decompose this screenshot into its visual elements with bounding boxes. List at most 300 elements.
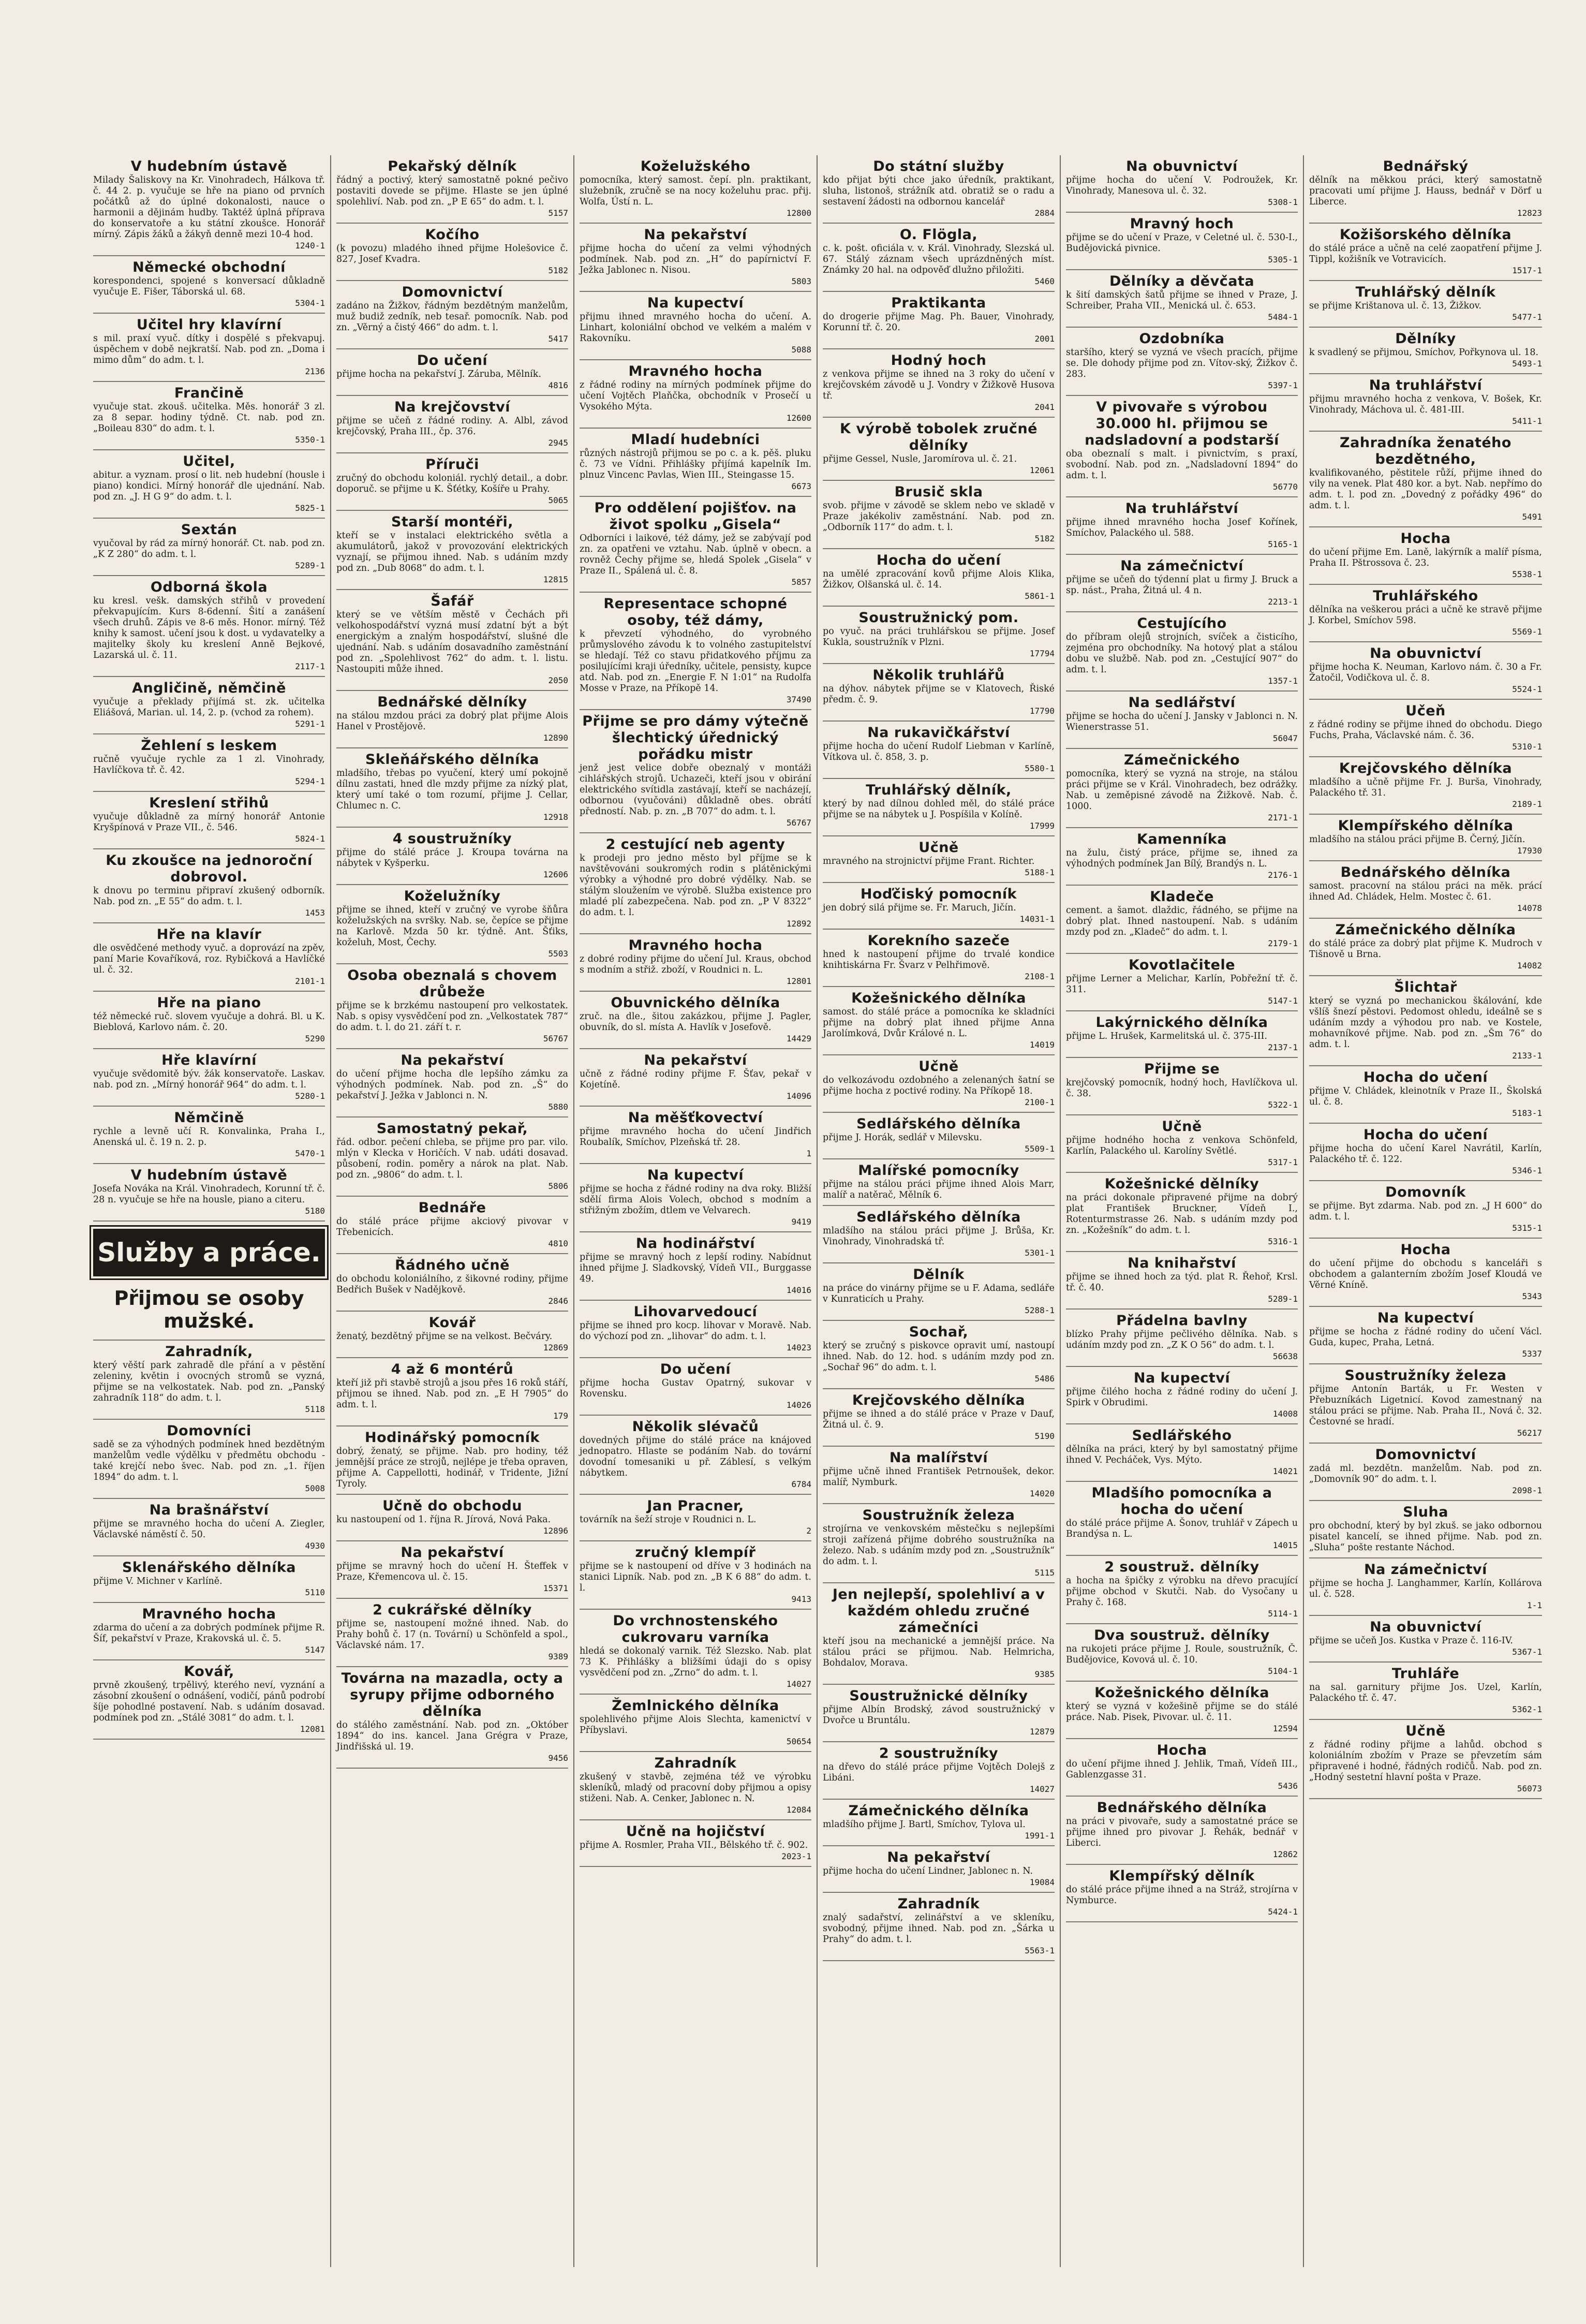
ad-heading: Na kupectví	[647, 295, 744, 311]
classified-ad	[580, 1495, 811, 1541]
classified-ad	[336, 1541, 568, 1599]
ad-heading: Přádelna bavlny	[1116, 1313, 1248, 1329]
classified-ad	[1066, 749, 1298, 828]
ad-heading: Domovnictví	[402, 284, 503, 300]
ad-body: Odborníci i laikové, též dámy, jež se zabývají pod zn. za opatřeni ve vztahu. Nab. úplně v obecn. a rovněž Čechy přijme se, hledá Spolek „Gisela“ v Praze II., Spálená ul. č. 8.	[580, 533, 811, 576]
ad-heading: Několik slévačů	[632, 1419, 759, 1435]
classified-ad	[1066, 270, 1298, 328]
classified-ad	[93, 734, 325, 792]
classified-ad	[1066, 1252, 1298, 1310]
ad-heading: Zámečnického	[1123, 752, 1240, 768]
ad-heading: Jen nejlepší, spolehliví a v každém ohledu zručné zámečníci	[832, 1586, 1045, 1636]
classified-ad	[823, 292, 1055, 349]
ad-body: továrník na šeží stroje v Roudnici n. L.	[580, 1514, 757, 1525]
ad-body: přijme Lerner a Melichar, Karlín, Pobřežní tř. č. 311.	[1066, 974, 1298, 995]
ad-body: přijme se hocha do učení J. Jansky v Jablonci n. N. Wienerstrasse 51.	[1066, 711, 1298, 732]
ad-heading: Bednářský	[1383, 158, 1469, 174]
ad-code: 5343	[1522, 1291, 1542, 1301]
ad-body: z řádné rodiny se přijme ihned do obchodu. Diego Fuchs, Praha, Václavské nám. č. 36.	[1309, 719, 1542, 741]
ad-body: ku nastoupení od 1. října R. Jírová, Nová Paka.	[336, 1514, 551, 1525]
ad-body: přijme hocha do učení Karel Navrátil, Karlín, Palackého tř. č. 122.	[1309, 1143, 1542, 1165]
classified-ad	[823, 836, 1055, 883]
ad-heading: Na měšťkovectví	[628, 1110, 763, 1126]
ad-body: přijme hocha K. Neuman, Karlovo nám. č. 30 a Fr. Žatočil, Vodičkova ul. č. 8.	[1309, 662, 1542, 683]
classified-ad	[336, 349, 568, 396]
classified-ad	[1309, 1364, 1542, 1444]
ad-code: 4816	[548, 380, 568, 390]
ad-body: vyučoval by rád za mírný honorář. Ct. nab. pod zn. „K Z 280“ do adm. t. l.	[93, 538, 325, 560]
classified-ad	[580, 155, 811, 224]
classified-ad	[93, 677, 325, 734]
ad-code: 2171-1	[1268, 813, 1298, 822]
ad-heading: Sochař,	[909, 1324, 969, 1340]
ad-code: 12823	[1517, 208, 1542, 218]
ad-body: přijme hocha do učení za velmi výhodných podmínek. Nab. pod zn. „H“ do papírnictví F. Ježka Jablonec n. Nisou.	[580, 243, 811, 275]
ad-heading: Učitel,	[183, 453, 235, 469]
ad-heading: Odborná škola	[150, 579, 268, 595]
ad-heading: Na pekařství	[887, 1849, 990, 1865]
ad-code: 5188-1	[1025, 867, 1055, 877]
classified-ad	[823, 1742, 1055, 1800]
ad-heading: Cestujícího	[1137, 615, 1227, 631]
ad-body: přijme se hocha z řádné rodiny na dva roky. Bližší sdělí firma Alois Volech, obchod s modním a střižným zbožím, dtlem ve Velvarech.	[580, 1184, 811, 1216]
ad-code: 12815	[543, 575, 568, 584]
ad-body: dělníka na veškerou práci a učně ke stravě přijme J. Korbel, Smíchov 598.	[1309, 605, 1542, 626]
ad-heading: Kladeče	[1150, 889, 1214, 905]
ad-code: 14027	[786, 1679, 811, 1689]
ad-body: do stálého zaměstnání. Nab. pod zn. „Október 1894“ do ins. kancel. Jana Grégra v Praze, Jindřišská ul. 19.	[336, 1720, 568, 1752]
classified-ad	[1066, 1115, 1298, 1173]
ad-body: přijme mravného hocha do učení Jindřich Roubalík, Smíchov, Plzeňská tř. 28.	[580, 1126, 811, 1148]
classified-ad	[1309, 1307, 1542, 1364]
ad-code: 5417	[548, 334, 568, 344]
ad-body: kvalifikovaného, pěstitele růží, přijme ihned do vily na venek. Plat 480 kor. a byt. Nab. nepřímo do adm. t. l. pod zn. „Dovedný z pořádky 496“ do adm. t. l.	[1309, 468, 1543, 511]
classified-ad	[93, 576, 325, 677]
ad-body: na práci v pivovaře, sudy a samostatné práce se přijme ihned pro pivovar J. Řehák, bednář v Liberci.	[1066, 1816, 1298, 1848]
classified-ad	[93, 1556, 325, 1603]
classified-ad	[1309, 1663, 1542, 1720]
ad-heading: Zahradník,	[165, 1344, 253, 1360]
ad-code: 56217	[1517, 1428, 1542, 1438]
ad-heading: Jan Pracner,	[647, 1498, 744, 1514]
ad-heading: Do vrchnostenského cukrovaru varníka	[613, 1613, 778, 1645]
ad-code: 5825-1	[295, 503, 325, 513]
ad-code: 12879	[1029, 1727, 1055, 1737]
ad-heading: Dělníky	[1395, 331, 1456, 347]
ad-code: 5008	[305, 1483, 325, 1493]
ad-code: 12890	[543, 733, 568, 743]
ad-heading: Malířské pomocníky	[858, 1163, 1019, 1179]
ad-code: 5503	[548, 949, 568, 959]
column-4	[818, 155, 1061, 2267]
ad-heading: Na sedlářství	[1128, 695, 1236, 711]
ad-body: na práce do vinárny přijme se u F. Adama, sedláře v Kunraticích u Prahy.	[823, 1283, 1055, 1304]
ad-heading: 2 soustružníky	[879, 1745, 999, 1761]
ad-body: ženatý, bezdětný přijme se na velkost. Bečváry.	[336, 1331, 553, 1342]
ad-body: jenž jest velice dobře obeznalý v montáži cihlářských strojů. Uchazeči, kteří jsou v obirání elektrického svítidla zastávají, kteří se nacházejí, odbornou (vyučováni) důkladně obes. obrátí předností. Nab. p. zn. „B 707“ do adm. t. l.	[580, 763, 811, 817]
ad-code: 2179-1	[1268, 938, 1298, 948]
ad-body: do stálé práce přijme ihned a na Stráž, strojírna v Nymburce.	[1066, 1885, 1298, 1906]
ad-body: vyučuje důkladně za mírný honorář Antonie Kryšpínová v Praze VII., č. 546.	[93, 812, 325, 833]
ad-body: k svadlený se přijmou, Smíchov, Pořkynova ul. 18.	[1309, 347, 1539, 358]
ad-code: 5289-1	[295, 561, 325, 570]
classified-ad	[823, 1159, 1055, 1206]
ad-code: 12594	[1272, 1724, 1298, 1733]
classified-ad	[336, 691, 568, 748]
ad-body: se přijme Krištanova ul. č. 13, Žižkov.	[1309, 301, 1481, 311]
ad-code: 14027	[1029, 1784, 1055, 1794]
ad-heading: Koželužského	[640, 158, 751, 174]
classified-ad	[1309, 1239, 1542, 1307]
classified-ad	[1309, 432, 1542, 527]
classified-ad	[93, 1107, 325, 1164]
ad-body: který se vyzná po mechanickou škálování, kde všlíš šnezí pěstovi. Pedomost ohledu, ideálně se s udáním mzdy a výhodou pro nab. ve Kostele, mohavníkové přijme. Nab. pod zn. „Šm 76“ do adm. t. l.	[1309, 996, 1542, 1050]
ad-heading: Hocha do učení	[876, 552, 1001, 568]
ad-code: 5580-1	[1025, 763, 1055, 773]
ad-heading: Pro oddělení pojišťov. na život spolku „Gisela“	[594, 500, 797, 533]
ad-heading: Hocha do učení	[1363, 1127, 1488, 1143]
ad-code: 5477-1	[1512, 312, 1542, 322]
classified-ad	[93, 256, 325, 314]
ad-code: 12896	[543, 1526, 568, 1536]
classified-ad	[823, 1504, 1055, 1583]
ad-body: přijme se učeň z řádné rodiny. A. Albl, závod krejčovský, Praha III., čp. 376.	[336, 416, 568, 437]
ad-code: 1	[806, 1149, 811, 1158]
ad-heading: Frančině	[174, 385, 244, 401]
ad-code: 9419	[791, 1217, 811, 1227]
ad-code: 17794	[1029, 649, 1055, 658]
ad-code: 2137-1	[1268, 1042, 1298, 1052]
ad-body: s mil. praxí vyuč. dítky i dospělé s překvapuj. úspěchem v době nejkratší. Nab. pod zn. „Doma i mimo dům“ do adm. t. l.	[93, 333, 325, 365]
ad-code: 56767	[786, 818, 811, 828]
classified-ad	[1309, 642, 1542, 700]
ad-heading: Kožešnického dělníka	[851, 990, 1026, 1006]
classified-ad	[1309, 1181, 1542, 1239]
ad-body: po vyuč. na práci truhlářskou se přijme. Josef Kukla, soustružník v Plzni.	[823, 626, 1055, 648]
ad-code: 5424-1	[1268, 1907, 1298, 1917]
ad-heading: zručný klempíř	[635, 1545, 756, 1561]
ad-heading: Hocha	[1400, 1242, 1451, 1258]
ad-code: 9389	[548, 1652, 568, 1661]
classified-ad	[336, 828, 568, 885]
ad-body: na sal. garnitury přijme Jos. Uzel, Karlín, Palackého tř. č. 47.	[1309, 1682, 1542, 1703]
classified-ad	[1066, 1797, 1298, 1865]
ad-heading: Na brašnářství	[149, 1502, 269, 1518]
ad-body: vyučuje a překlady přijímá st. zk. učitelka Eliášová, Marian. ul. 14, 2. p. (vchod za rohem).	[93, 697, 325, 718]
classified-ad	[1066, 396, 1298, 497]
ads-after-banner	[93, 1341, 325, 1740]
ad-body: do stálé práce a učně na celé zaopatření přijme J. Tippl, kožišník ve Votravicích.	[1309, 243, 1542, 264]
classified-ad	[336, 1495, 568, 1541]
ad-body: přijme V. Michner v Karlíně.	[93, 1576, 223, 1586]
ad-heading: Hodný hoch	[891, 352, 987, 369]
ad-code: 2136	[305, 366, 325, 376]
classified-ad	[580, 833, 811, 934]
ad-code: 5304-1	[295, 298, 325, 308]
ad-code: 56638	[1272, 1351, 1298, 1361]
ad-body: přijme se k brzkému nastoupení pro velkostatek. Nab. s opisy vysvědčení pod zn. „Velkostatek 787“ do adm. t. l. do 21. září t. r.	[336, 1001, 568, 1033]
ad-body: na žulu, čistý práce, přijme se, ihned za výhodných podmínek Jan Bílý, Brandýs n. L.	[1066, 848, 1298, 869]
classified-ad	[336, 453, 568, 511]
ad-body: řád. odbor. pečení chleba, se přijme pro par. vilo. mlýn v Klecka v Horičích. V nab. udáti dosavad. působení, rodin. poměry a nárok na plat. Nab. pod zn. „9806“ do adm. t. l.	[336, 1137, 568, 1180]
classified-ad	[1309, 861, 1542, 919]
ad-code: 5806	[548, 1181, 568, 1191]
ad-body: přijme se mravného hocha do učení A. Ziegler, Václavské náměstí č. 50.	[93, 1519, 325, 1540]
classified-ad	[336, 1426, 568, 1495]
ad-code: 2101-1	[295, 976, 325, 986]
classified-ad	[1066, 1310, 1298, 1367]
classified-ad	[1066, 1682, 1298, 1739]
ad-heading: Na rukavičkářství	[867, 725, 1010, 741]
ad-heading: Na pekařství	[644, 227, 747, 243]
column-1	[88, 155, 331, 2267]
ad-code: 5289-1	[1268, 1294, 1298, 1304]
ad-body: zadáno na Žižkov, řádným bezdětným manželům, muž budiž zedník, neb tesař. pomocník. Nab. pod zn. „Věrný a čistý 466“ do adm. t. l.	[336, 301, 568, 333]
ad-heading: Mladí hudebníci	[631, 432, 760, 448]
ad-code: 4930	[305, 1541, 325, 1551]
classified-ad	[336, 1358, 568, 1426]
ad-heading: Přijme se pro dámy výtečně šlechtický úřednický pořádku mistr	[582, 713, 809, 762]
ad-code: 2945	[548, 438, 568, 448]
ad-body: přijme hodného hocha z venkova Schönfeld, Karlín, Palackého ul. Karolíny Světlé.	[1066, 1135, 1298, 1156]
ad-code: 56073	[1517, 1784, 1542, 1793]
ad-body: abitur. a vyznam. prosí o lit. neb hudební (housle i piano) kondici. Mírný honorář dle ujednání. Nab. pod zn. „J. H G 9“ do adm. t. l.	[93, 470, 325, 502]
classified-ad	[1066, 213, 1298, 270]
ad-code: 1453	[305, 908, 325, 918]
ad-code: 5182	[548, 266, 568, 275]
ad-code: 12800	[786, 208, 811, 218]
ad-code: 5305-1	[1268, 255, 1298, 264]
ad-body: mladšího, třebas po vyučení, který umí pokojně dílnu zastati, hned dle mzdy přijme za nízký plat, který umí také o tom rozumí, přijme J. Cellar, Chlumec n. C.	[336, 768, 568, 811]
classified-ad	[93, 1049, 325, 1107]
ad-code: 6673	[791, 481, 811, 491]
classified-ad	[823, 349, 1055, 418]
ad-body: přijme hocha na pekařství J. Záruba, Mělník.	[336, 369, 541, 379]
ad-body: přijme se hocha z řádné rodiny do učení Václ. Guda, kupec, Praha, Letná.	[1309, 1327, 1542, 1348]
classified-ad	[823, 1389, 1055, 1447]
ad-heading: Na zámečnictví	[1120, 558, 1243, 574]
ad-body: do drogerie přijme Mag. Ph. Bauer, Vinohrady, Korunní tř. č. 20.	[823, 312, 1055, 333]
ad-heading: Na malířství	[889, 1450, 988, 1466]
classified-ad	[1309, 1501, 1542, 1558]
ad-body: přijme na stálou práci přijme ihned Alois Marr, malíř a natěrač, Mělník 6.	[823, 1179, 1055, 1200]
classified-ad	[580, 1541, 811, 1610]
ad-body: přijme V. Chládek, kleinotník v Praze II., Školská ul. č. 8.	[1309, 1086, 1542, 1107]
classified-ad	[1066, 828, 1298, 886]
classified-ad	[336, 1312, 568, 1358]
classified-ad	[336, 1599, 568, 1667]
ad-heading: Na hodinářství	[635, 1235, 755, 1252]
ad-body: do učení přijme ihned J. Jehlik, Tmaň, Vídeň III., Gablenzgasse 31.	[1066, 1759, 1298, 1780]
ad-heading: Ku zkoušce na jednoroční dobrovol.	[106, 852, 313, 885]
ad-code: 12869	[543, 1343, 568, 1352]
ad-heading: Hře klavírní	[161, 1052, 257, 1068]
ad-heading: Mravný hoch	[1130, 216, 1234, 232]
column-5	[1061, 155, 1304, 2267]
ad-code: 5190	[1034, 1431, 1055, 1441]
ad-body: který se zručný s piskovce opravit umí, nastoupí ihned. Nab. do 12. hod. s udáním mzdy pod zn. „Sochař 96“ do adm. t. l.	[823, 1341, 1055, 1373]
ad-heading: O. Flögla,	[899, 227, 978, 243]
ad-code: 5470-1	[295, 1149, 325, 1158]
ad-body: samost. do stálé práce a pomocníka ke skladníci přijme na dobrý plat ihned přijme Anna Jarolímková, Dvůr Králové n. L.	[823, 1007, 1055, 1039]
ad-body: mladšího na stálou práci přijme B. Černý, Jičín.	[1309, 834, 1525, 845]
ad-heading: Přijme se	[1144, 1061, 1220, 1077]
ad-body: k převzetí výhodného, do vyrobného průmyslového závodu k to volného zastupitelství se hledají. Též co stavu přidatkového příjmu za posilujícími kraji úředníky, učitele, pensisty, kupce atd. Nab. pod zn. „Energie F. N 1:01“ na Rudolfa Mosse v Praze, na Příkopě 14.	[580, 629, 811, 694]
ad-code: 5316-1	[1268, 1237, 1298, 1246]
ad-body: krejčovský pomocník, hodný hoch, Havlíčkova ul. č. 38.	[1066, 1078, 1298, 1099]
ad-body: na umělé zpracování kovů přijme Alois Klika, Žižkov, Olšanská ul. č. 14.	[823, 569, 1055, 590]
classified-ad	[823, 481, 1055, 549]
ad-body: spolehlivého přijme Alois Slechta, kamenictví v Příbyslavi.	[580, 1714, 811, 1735]
ad-code: 2108-1	[1025, 972, 1055, 981]
ad-body: Milady Šaliskovy na Kr. Vinohradech, Hálkova tř. č. 44 2. p. vyučuje se hře na piano od prvních počátků až do úplné dokonalosti, nauce o harmonii a dějinám hudby. Taktéž úplná příprava do konservatoře a ku státní zkoušce. Honorář mírný. Zápis žáků a žákyň denně mezi 10-4 hod.	[93, 175, 325, 240]
ad-heading: Na pekařství	[644, 1052, 747, 1068]
ad-code: 5367-1	[1512, 1647, 1542, 1657]
ad-body: z venkova přijme se ihned na 3 roky do učení v krejčovském závodě u J. Vondry v Žižkově Husova tř.	[823, 369, 1055, 401]
classified-ad	[1066, 1865, 1298, 1922]
ad-code: 5104-1	[1268, 1666, 1298, 1676]
classified-ad	[823, 1447, 1055, 1504]
ad-heading: Brusič skla	[894, 484, 983, 500]
ad-code: 12892	[786, 919, 811, 929]
ad-body: přijme se ihned hoch za týd. plat R. Řehoř, Krsl. tř. č. 40.	[1066, 1272, 1298, 1293]
classified-ad	[336, 1117, 568, 1197]
classified-ad	[93, 314, 325, 382]
column-3	[574, 155, 818, 2267]
classified-ad	[823, 1321, 1055, 1389]
classified-ad	[823, 1055, 1055, 1113]
ad-body: dle osvědčené methody vyuč. a doprovází na zpěv, paní Marie Kovaříková, roz. Rybičková a Havlíčké ul. č. 32.	[93, 943, 325, 975]
ad-heading: 2 cukrářské dělníky	[373, 1602, 532, 1618]
ad-heading: 4 soustružníky	[392, 831, 512, 847]
ad-code: 5362-1	[1512, 1704, 1542, 1714]
ad-heading: Německé obchodní	[132, 259, 286, 275]
ad-body: jen dobrý silá přijme se. Fr. Maruch, Jičín.	[823, 903, 1016, 913]
ad-body: přijme se ihned pro kocp. lihovar v Moravě. Nab. do výchozí pod zn. „lihovar“ do adm. t. l.	[580, 1320, 811, 1342]
ad-code: 5110	[305, 1587, 325, 1597]
ad-body: kteří se v instalaci elektrického světla a akumulátorů, jakož v provozování elektrických vyznají, se přijmou ihned. Nab. s udáním mzdy pod zn. „Dub 8068“ do adm. t. l.	[336, 531, 568, 573]
classified-ad	[823, 1846, 1055, 1893]
ad-code: 37490	[786, 695, 811, 704]
classified-ad	[93, 1499, 325, 1556]
ad-code: 12600	[786, 413, 811, 423]
ad-body: kdo přijat býti chce jako úředník, praktikant, sluha, listonoš, strážník atd. obratiž se o radu a sestavení žádosti na odbornou kancelář	[823, 175, 1055, 207]
ad-code: 1-1	[1527, 1600, 1542, 1610]
ad-heading: V hudebním ústavě	[130, 1167, 288, 1183]
ad-heading: Učně	[1405, 1723, 1446, 1739]
ad-body: přijme se hocha J. Langhammer, Karlín, Kollárova ul. č. 528.	[1309, 1578, 1542, 1599]
classified-ad	[93, 1603, 325, 1660]
classified-ad	[1066, 692, 1298, 749]
ad-body: mladšího na stálou práci přijme J. Brůša, Kr. Vinohrady, Vinohradská tř.	[823, 1226, 1055, 1247]
ad-heading: Zámečnického dělníka	[848, 1803, 1029, 1819]
classified-ad	[1309, 527, 1542, 585]
classified-ad	[1309, 328, 1542, 374]
classified-ad	[93, 155, 325, 256]
ad-heading: Zahradníka ženatého bezdětného,	[1340, 435, 1511, 467]
ad-body: na dýhov. nábytek přijme se v Klatovech, Řiské předm. č. 9.	[823, 684, 1055, 705]
ad-code: 2133-1	[1512, 1051, 1542, 1061]
ad-body: přijme se ihned a do stálé práce v Praze v Dauf, Žitná ul. č. 9.	[823, 1409, 1055, 1430]
ad-heading: Na truhlářství	[1369, 377, 1483, 393]
ad-code: 5524-1	[1512, 684, 1542, 694]
ad-body: přijme hocha do učení Rudolf Liebman v Karlíně, Vítkova ul. č. 858, 3. p.	[823, 741, 1055, 762]
ad-body: přijme se učeň Jos. Kustka v Praze č. 116-IV.	[1309, 1636, 1513, 1646]
ad-heading: Žemlnického dělníka	[612, 1698, 779, 1714]
ad-heading: Sextán	[181, 522, 238, 538]
ad-code: 19084	[1029, 1877, 1055, 1887]
ad-body: na dřevo do stálé práce přijme Vojtěch Dolejš z Libáni.	[823, 1762, 1055, 1783]
ad-heading: Zahradník	[897, 1896, 980, 1912]
ad-body: do obchodu koloniálního, z šikovné rodiny, přijme Bedřich Bušek v Nadějkově.	[336, 1274, 568, 1295]
ad-code: 14016	[786, 1285, 811, 1295]
classified-ad	[1309, 155, 1542, 224]
classified-ad	[580, 1049, 811, 1107]
ad-body: Josefa Nováka na Král. Vinohradech, Korunní tř. č. 28 n. vyučuje se hře na housle, piano a citeru.	[93, 1184, 325, 1205]
classified-ad	[1066, 886, 1298, 954]
ad-body: vyučuje stat. zkouš. učitelka. Měs. honorář 3 zl. za 8 separ. hodiny týdně. Ct. nab. pod zn. „Boileau 830“ do adm. t. l.	[93, 402, 325, 434]
classified-ad	[1309, 1066, 1542, 1124]
ad-body: přijme Albín Brodský, závod soustružnický v Dvořce u Bruntálu.	[823, 1704, 1055, 1726]
ad-heading: Soustružník železa	[862, 1507, 1015, 1523]
ad-code: 2117-1	[295, 661, 325, 671]
classified-ad	[1309, 224, 1542, 281]
ad-heading: Dva soustruž. dělníky	[1094, 1627, 1270, 1643]
classified-ad	[93, 1164, 325, 1222]
classified-ad	[336, 590, 568, 691]
ad-heading: Ozdobníka	[1139, 331, 1225, 347]
ad-body: svob. přijme v závodě se sklem nebo ve skladě v Praze jakékoliv zaměstnání. Nab. pod zn. „Odborník 117“ do adm. t. l.	[823, 501, 1055, 533]
ad-heading: Kamenníka	[1137, 831, 1227, 847]
ad-heading: Několik truhlářů	[872, 667, 1005, 683]
ad-code: 5880	[548, 1102, 568, 1112]
ad-code: 5180	[305, 1206, 325, 1216]
classified-ad	[580, 992, 811, 1049]
ad-body: přijme hocha do učení V. Podroužek, Kr. Vinohrady, Manesova ul. č. 32.	[1066, 175, 1298, 196]
ad-body: zručný do obchodu koloniál. rychlý detail., a dobr. doporuč. se přijme u K. Šťétky, Košíře u Prahy.	[336, 473, 568, 494]
ad-code: 17999	[1029, 821, 1055, 831]
ad-code: 5484-1	[1268, 312, 1298, 322]
ad-code: 2050	[548, 675, 568, 685]
ad-body: přijme ihned mravného hocha Josef Kořínek, Smíchov, Palackého ul. 588.	[1066, 517, 1298, 538]
ad-body: z dobré rodiny přijme do učení Jul. Kraus, obchod s modním a střiž. zboží, v Roudnici n. L.	[580, 954, 811, 975]
classified-ad	[1066, 1367, 1298, 1424]
ad-body: ku kresl. vešk. damských střihů v provedení překvapujícím. Kurs 8-6denní. Šití a zanášení všech druhů. Zápis ve 8-6 měs. Honor. mírný. Též knihy k samost. učení jsou k dost. u vydavatelky a majitelky školy ku kreslení Anně Bejkové, Lazarská ul. č. 11.	[93, 596, 325, 660]
ad-body: na práci dokonale připravené přijme na dobrý plat František Bruckner, Vídeň I., Rotenturmstrasse 26. Nab. s udáním mzdy pod zn. „Kožešník“ do adm. t. l.	[1066, 1193, 1298, 1235]
ad-heading: Učně na hojičství	[626, 1823, 765, 1840]
ad-body: přijme L. Hrušek, Karmelitská ul. č. 375-III.	[1066, 1031, 1267, 1041]
ad-body: do učení přijme Em. Laně, lakýrník a malíř písma, Praha II. Pštrossova č. 23.	[1309, 547, 1542, 568]
ad-body: též německé ruč. slovem vyučuje a dohrá. Bl. u K. Bieblová, Karlovo nám. č. 20.	[93, 1011, 325, 1033]
classified-ad	[93, 992, 325, 1049]
classified-ad	[580, 593, 811, 710]
ad-body: kteří jsou na mechanické a jemnější práce. Na stálou práci se přijmou. Nab. Helmricha, Bohdalov, Morava.	[823, 1636, 1055, 1668]
column-2	[331, 155, 574, 2267]
ad-code: 14020	[1029, 1489, 1055, 1498]
ad-body: do stálé práce přijme A. Šonov, truhlář v Zápech u Brandýsa n. L.	[1066, 1518, 1298, 1539]
ad-heading: Osoba obeznalá s chovem drůbeže	[347, 967, 557, 1000]
ad-code: 14008	[1272, 1409, 1298, 1419]
ad-code: 9456	[548, 1753, 568, 1763]
ad-code: 5491	[1522, 512, 1542, 522]
classified-ad	[580, 1232, 811, 1301]
ad-code: 5315-1	[1512, 1223, 1542, 1233]
ad-code: 6784	[791, 1479, 811, 1489]
ad-heading: Němčině	[174, 1110, 244, 1126]
ad-heading: Starší montéři,	[391, 514, 514, 530]
classified-ad	[1066, 954, 1298, 1011]
ad-heading: Zahradník	[654, 1755, 737, 1771]
